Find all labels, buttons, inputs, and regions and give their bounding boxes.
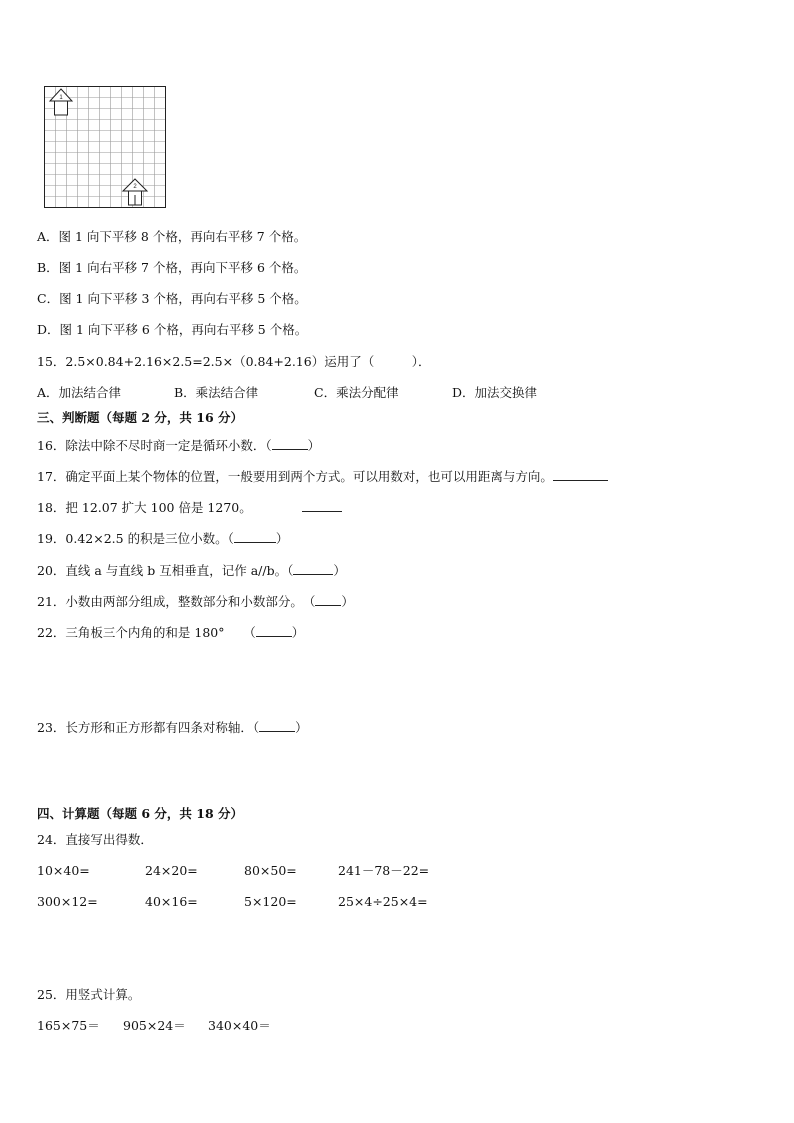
q25-item: 905×24＝ [123,1018,186,1033]
answer-blank-21[interactable] [315,593,341,606]
question-23-close: ） [295,720,308,735]
question-19 [37,530,288,547]
question-17 [37,468,608,485]
house-1-shape [50,89,72,115]
question-23 [37,719,308,736]
q15-option-a: A．加法结合律 [37,385,122,400]
question-22-text: 22．三角板三个内角的和是 180° （ [37,625,256,640]
house-1-label: 1 [59,95,63,101]
q24-item: 5×120= [244,894,297,909]
q24-item: 24×20= [145,863,198,878]
question-23-text: 23．长方形和正方形都有四条对称轴．（ [37,720,260,735]
house-2-label: 2 [133,184,137,190]
question-16 [37,437,320,454]
q24-stem: 24．直接写出得数． [37,832,153,847]
q24-item: 10×40= [37,863,90,878]
q24-item: 25×4÷25×4= [338,894,428,909]
question-20-text: 20．直线 a 与直线 b 互相垂直，记作 a//b。（ [37,563,294,578]
q15-option-d: D．加法交换律 [452,385,538,400]
question-22 [37,624,304,641]
q15-option-c: C．乘法分配律 [314,385,399,400]
q24-item: 241－78－22= [338,863,430,878]
question-17-text: 17．确定平面上某个物体的位置，一般要用到两个方式。可以用数对，也可以用距离与方向。 [37,469,553,484]
question-19-text: 19．0.42×2.5 的积是三位小数。（ [37,531,234,546]
answer-blank-17[interactable] [553,468,608,481]
question-20 [37,562,346,579]
answer-blank-18[interactable] [302,499,342,512]
q14-option-b: B．图 1 向右平移 7 个格，再向下平移 6 个格。 [37,260,307,275]
q15-option-b: B．乘法结合律 [174,385,259,400]
question-21-close: ） [341,594,354,609]
answer-blank-16[interactable] [272,437,308,450]
question-18-text: 18．把 12.07 扩大 100 倍是 1270。 [37,500,252,515]
question-22-close: ） [291,625,305,640]
section-3-title: 三、判断题（每题 2 分，共 16 分） [37,410,244,425]
q25-stem: 25．用竖式计算。 [37,987,141,1002]
q24-item: 40×16= [145,894,198,909]
answer-blank-20[interactable] [293,562,333,575]
q25-item: 340×40＝ [208,1018,271,1033]
answer-blank-23[interactable] [259,719,295,732]
q24-item: 80×50= [244,863,297,878]
q14-option-c: C．图 1 向下平移 3 个格，再向右平移 5 个格。 [37,291,307,306]
answer-blank-19[interactable] [234,530,276,543]
question-19-close: ） [275,531,289,546]
translation-grid-figure [44,86,166,208]
question-21 [37,593,354,610]
question-21-text: 21．小数由两部分组成，整数部分和小数部分。 （ [37,594,316,609]
section-4-title: 四、计算题（每题 6 分，共 18 分） [37,806,244,821]
answer-blank-22[interactable] [256,624,292,637]
q14-option-a: A．图 1 向下平移 8 个格，再向右平移 7 个格。 [37,229,307,244]
question-16-text: 16．除法中除不尽时商一定是循环小数．（ [37,438,272,453]
q24-item: 300×12= [37,894,98,909]
q25-item: 165×75＝ [37,1018,100,1033]
question-18 [37,499,342,516]
q14-option-d: D．图 1 向下平移 6 个格，再向右平移 5 个格。 [37,322,308,337]
question-16-close: ） [307,438,321,453]
q15-stem: 15．2.5×0.84+2.16×2.5=2.5×（0.84+2.16）运用了（ ）． [37,354,431,369]
question-20-close: ） [333,563,346,578]
